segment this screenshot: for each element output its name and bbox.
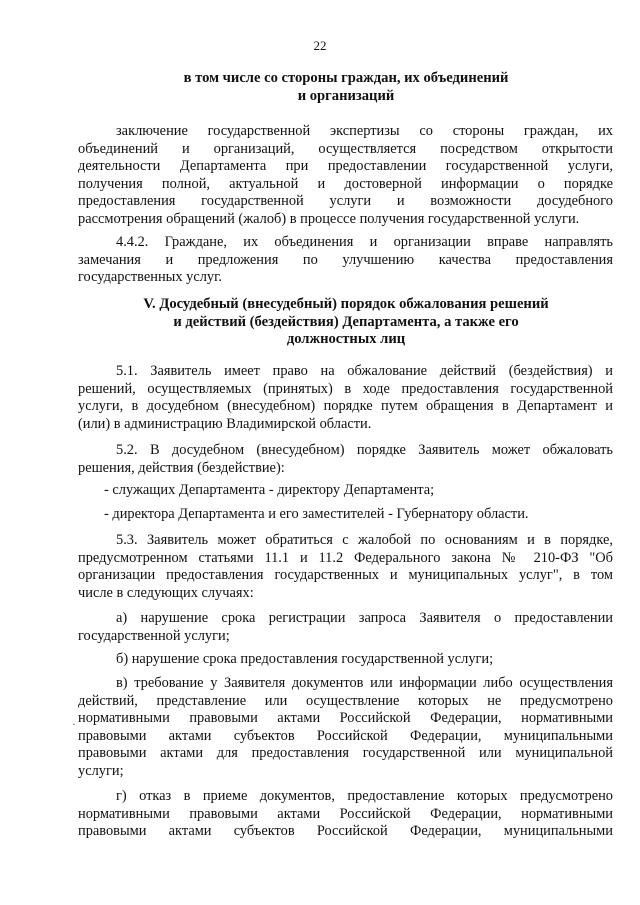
text-line: решения, действия (бездействие): xyxy=(78,459,285,476)
text-line: нормативными правовыми актами Российской Федерации, нормативными xyxy=(78,710,613,727)
text-line: государственной услуги; xyxy=(78,627,230,644)
paragraph-5-3 xyxy=(78,532,613,602)
text-line: действий, представление или осуществление которых не предусмотрено xyxy=(78,692,613,709)
text-line: 5.1. Заявитель имеет право на обжалование действий (бездействия) и xyxy=(116,363,613,379)
text-line: в) требование у Заявителя документов или информации либо осуществления xyxy=(116,675,613,691)
text-line: заключение государственной экспертизы со стороны граждан, их xyxy=(116,123,613,139)
text-line: б) нарушение срока предоставления государственной услуги; xyxy=(116,651,494,667)
text-line: предоставления государственной услуги и возможности досудебного xyxy=(78,193,613,210)
text-line: - служащих Департамента - директору Департамента; xyxy=(104,482,435,498)
text-line: рассмотрения обращений (жалоб) в процессе получения государственной услуги. xyxy=(78,210,580,227)
text-line: замечания и предложения по улучшению качества предоставления xyxy=(78,251,613,268)
paragraph-b xyxy=(78,651,613,669)
text-line: правовыми актами для предоставления государственной или муниципальной xyxy=(78,745,613,762)
scan-speck: · xyxy=(72,717,76,731)
heading-line: должностных лиц xyxy=(286,331,406,347)
text-line: 5.3. Заявитель может обратиться с жалобой по основаниям и в порядке, xyxy=(116,532,613,548)
text-line: организации предоставления государственных и муниципальных услуг", в том xyxy=(78,567,613,584)
text-line: г) отказ в приеме документов, предоставление которых предусмотрено xyxy=(116,788,613,804)
paragraph-dash-2 xyxy=(78,506,613,524)
text-line: услуги, в досудебном (внесудебном) порядке путем обращения в Департамент и xyxy=(78,398,613,415)
text-line: а) нарушение срока регистрации запроса Заявителя о предоставлении xyxy=(116,610,613,626)
text-line: предусмотренном статьями 11.1 и 11.2 Федерального закона № 210-ФЗ "Об xyxy=(78,549,613,566)
section-heading-public-control xyxy=(78,70,614,105)
page-number: 22 xyxy=(313,38,327,53)
text-line: деятельности Департамента при предоставлении государственной услуги, xyxy=(78,158,613,175)
text-line: правовыми актами субъектов Российской Федерации, муниципальными xyxy=(78,727,613,744)
text-line: правовыми актами субъектов Российской Федерации, муниципальными xyxy=(78,823,613,840)
paragraph-g xyxy=(78,788,613,841)
heading-line: и организаций xyxy=(297,87,395,104)
text-line: услуги; xyxy=(78,762,124,779)
paragraph-4-4-2 xyxy=(78,234,613,287)
paragraph-a xyxy=(78,610,613,645)
text-line: получения полной, актуальной и достоверной информации о порядке xyxy=(78,175,613,192)
text-line: (или) в администрацию Владимирской области. xyxy=(78,415,372,432)
heading-line: и действий (бездействия) Департамента, а также его xyxy=(173,313,519,330)
text-line: решений, осуществляемых (принятых) в ходе предоставления государственной xyxy=(78,380,613,397)
text-line: 5.2. В досудебном (внесудебном) порядке Заявитель может обжаловать xyxy=(116,442,613,458)
paragraph-public-expertise xyxy=(78,123,613,229)
text-line: объединений и организаций, осуществляется посредством открытости xyxy=(78,140,613,157)
heading-line: V. Досудебный (внесудебный) порядок обжалования решений xyxy=(143,296,549,312)
paragraph-dash-1 xyxy=(78,482,613,500)
section-heading-v xyxy=(78,296,614,349)
text-line: государственных услуг. xyxy=(78,269,222,286)
text-line: нормативными правовыми актами Российской Федерации, нормативными xyxy=(78,805,613,822)
paragraph-5-2 xyxy=(78,442,613,477)
heading-line: в том числе со стороны граждан, их объединений xyxy=(183,70,509,86)
text-line: числе в следующих случаях: xyxy=(78,584,254,601)
paragraph-v xyxy=(78,675,613,781)
paragraph-5-1 xyxy=(78,363,613,433)
text-line: - директора Департамента и его заместителей - Губернатору области. xyxy=(104,506,529,522)
text-line: 4.4.2. Граждане, их объединения и организации вправе направлять xyxy=(116,234,613,250)
